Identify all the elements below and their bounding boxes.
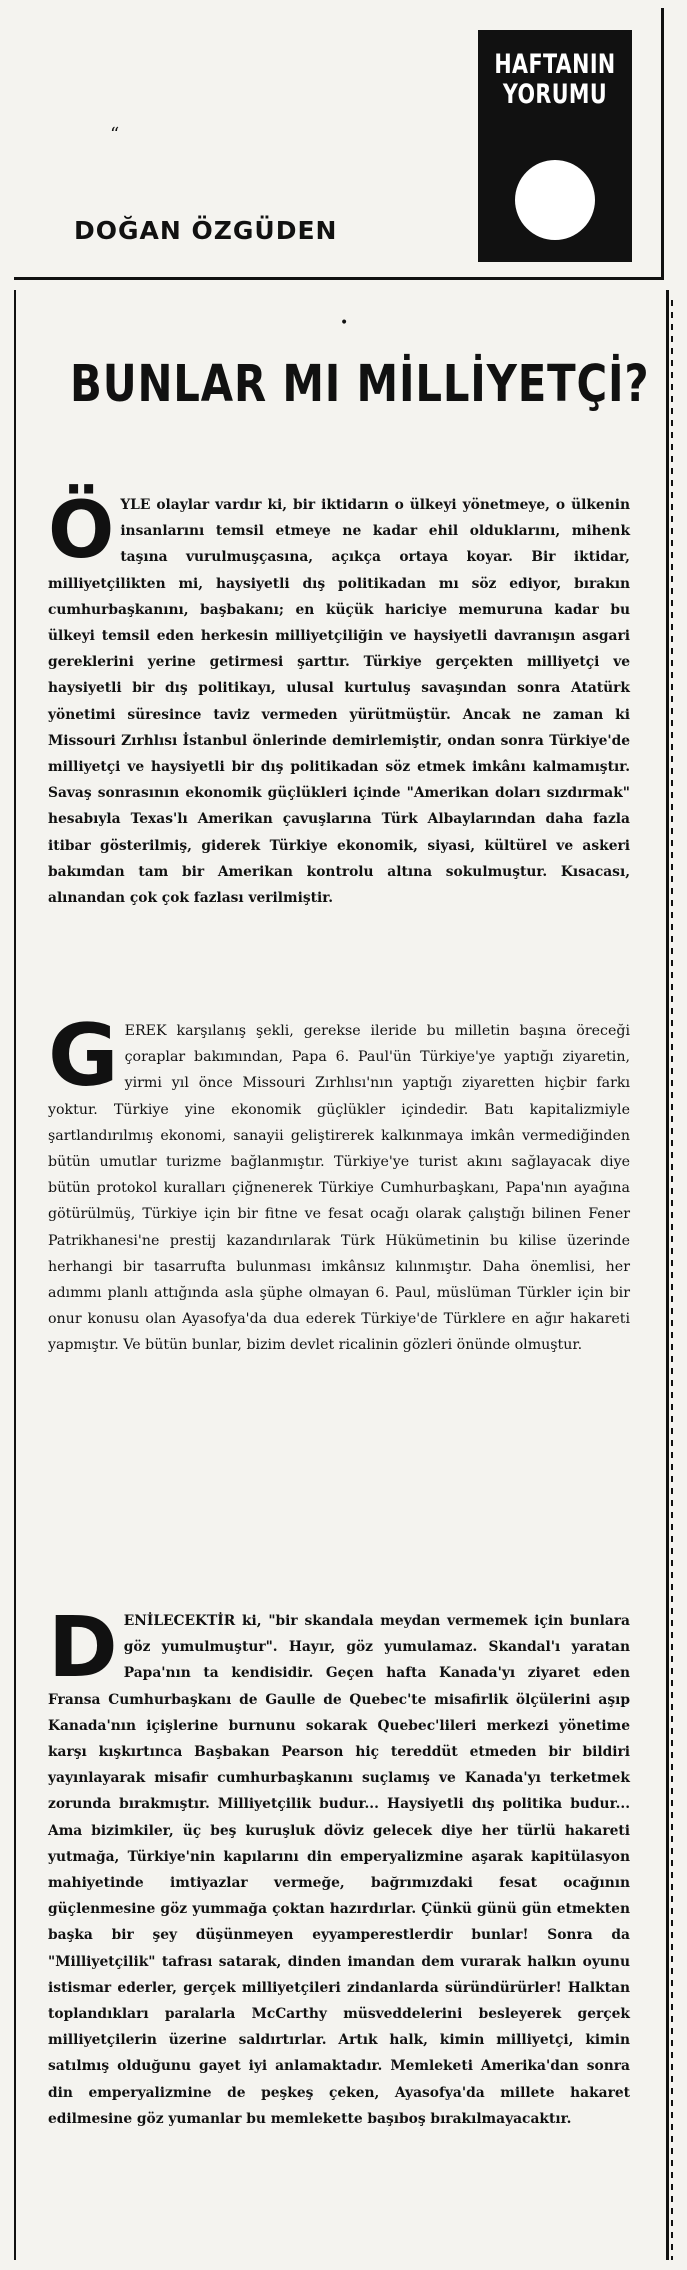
drop-cap: G <box>48 1006 119 1106</box>
column-badge <box>478 30 632 262</box>
dotted-rule <box>671 300 673 2260</box>
section-text: EREK karşılanış şekli, gerekse ileride bu milletin başına öreceği çoraplar bakımından, Papa 6. Paul'ün Türkiye'ye yaptığı ziyaretin, yirmi yıl önce Missouri Zırhlısı'nın yaptığı ziyaretten hiçbir farkı yoktur. Türkiye yine ekonomik güçlükler içindedir. Batı kapitalizmiyle şartlandırılmış ekonomi, sanayii geliştirerek kalkınmaya imkân vermediğinden bütün umutlar turizme bağlanmıştır. Türkiye'ye turist akını sağlayacak diye bütün protokol kuralları çiğnenerek Türkiye Cumhurbaşkanı, Papa'nın ayağına götürülmüş, Türkiye için bir fitne ve fesat ocağı olarak çalıştığı bilinen Fener Patrikhanesi'ne prestij kazandırılarak Türk Hükümetinin bu kilise üzerinde herhangi bir tasarrufta bulunması imkânsız kılınmıştır. Daha önemlisi, her adımmı planlı attığında asla şüphe olmayan 6. Paul, müslüman Türkler için bir onur konusu olan Ayasofya'da dua ederek Türkiye'de Türklere en ağır hakareti yapmıştır. Ve bütün bunlar, bizim devlet ricalinin gözleri önünde olmuştur. <box>48 1023 630 1354</box>
decorative-mark: “ <box>110 124 120 145</box>
article-section-1 <box>48 486 630 911</box>
section-text: ENİLECEKTİR ki, "bir skandala meydan vermemek için bunlara göz yumulmuştur". Hayır, göz yumulamaz. Skandal'ı yaratan Papa'nın ta kendisidir. Geçen hafta Kanada'yı ziyaret eden Fransa Cumhurbaşkanı de Gaulle de Quebec'te misafirlik ölçülerini aşıp Kanada'nın içişlerine burnunu sokarak Quebec'lileri merkezi yönetime karşı kışkırtınca Başbakan Pearson hiç tereddüt etmeden bir bildiri yayınlayarak misafir cumhurbaşkanını suçlamış ve Kanada'yı terketmek zorunda bırakmıştır. Milliyetçilik budur... Haysiyetli dış politika budur... Ama bizimkiler, üç beş kuruşluk döviz gelecek diye her türlü hakareti yutmağa, Türkiye'nin kapılarını din emperyalizmine aşarak kapitülasyon mahiyetinde imtiyazlar vermeğe, bağrımızdaki fesat ocağının güçlenmesine göz yummağa çoktan hazırdırlar. Çünkü günü gün etmekten başka bir şey düşünmeyen eyyamperestlerdir bunlar! Sonra da "Milliyetçilik" tafrası satarak, dinden imandan dem vurarak halkın oyunu istismar ederler, gerçek milliyetçileri zindanlarda süründürürler! Halktan toplandıkları paralarla McCarthy müsveddelerini besleyerek gerçek milliyetçilerin üzerine saldırtırlar. Artık halk, kimin milliyetçi, kimin satılmış olduğunu gayet iyi anlamaktadır. Memleketi Amerika'dan sonra din emperyalizmine de peşkeş çeken, Ayasofya'da millete hakaret edilmesine göz yumanlar bu memlekette başıboş bırakılmayacaktır. <box>48 1613 630 2127</box>
badge-line-2: YORUMU <box>502 79 608 110</box>
article-section-3 <box>48 1598 630 2132</box>
article-section-2 <box>48 1006 630 1359</box>
section-text: YLE olaylar vardır ki, bir iktidarın o ülkeyi yönetmeye, o ülkenin insanlarını temsil etmeye ne kadar ehil olduklarını, mihenk taşına vurulmuşçasına, açıkça ortaya koyar. Bir iktidar, milliyetçilikten mi, haysiyetli dış politikadan mı söz ediyor, bırakın cumhurbaşkanını, başbakanı; en küçük hariciye memuruna kadar bu ülkeyi temsil eden herkesin milliyetçiliğin ve haysiyetli davranışın asgari gereklerini yerine getirmesi şarttır. Türkiye gerçekten milliyetçi ve haysiyetli bir dış politikayı, ulusal kurtuluş savaşından sonra Atatürk yönetimi süresince taviz vermeden yürütmüştür. Ancak ne zaman ki Missouri Zırhlısı İstanbul önlerinde demirlemiştir, ondan sonra Türkiye'de milliyetçi ve haysiyetli bir dış politikadan söz etmek imkânı kalmamıştır. Savaş sonrasının ekonomik güçlükleri içinde "Amerikan doları sızdırmak" hesabıyla Texas'lı Amerikan çavuşlarına Türk Albaylarından daha fazla itibar gösterilmiş, giderek Türkiye ekonomik, siyasi, kültürel ve askeri bakımdan tam bir Amerikan kontrolu altına sokulmuştur. Kısacası, alınandan çok çok fazlası verilmiştir. <box>48 497 630 907</box>
author-name: DOĞAN ÖZGÜDEN <box>74 216 338 245</box>
badge-line-1: HAFTANIN <box>494 49 616 80</box>
article-headline: BUNLAR MI MİLLİYETÇİ? <box>70 355 650 414</box>
column-header <box>14 8 664 280</box>
badge-circle-icon <box>515 160 595 240</box>
badge-title <box>490 30 621 110</box>
decorative-dot: • <box>340 315 349 331</box>
drop-cap: D <box>48 1598 118 1696</box>
drop-cap: Ö <box>48 486 115 576</box>
